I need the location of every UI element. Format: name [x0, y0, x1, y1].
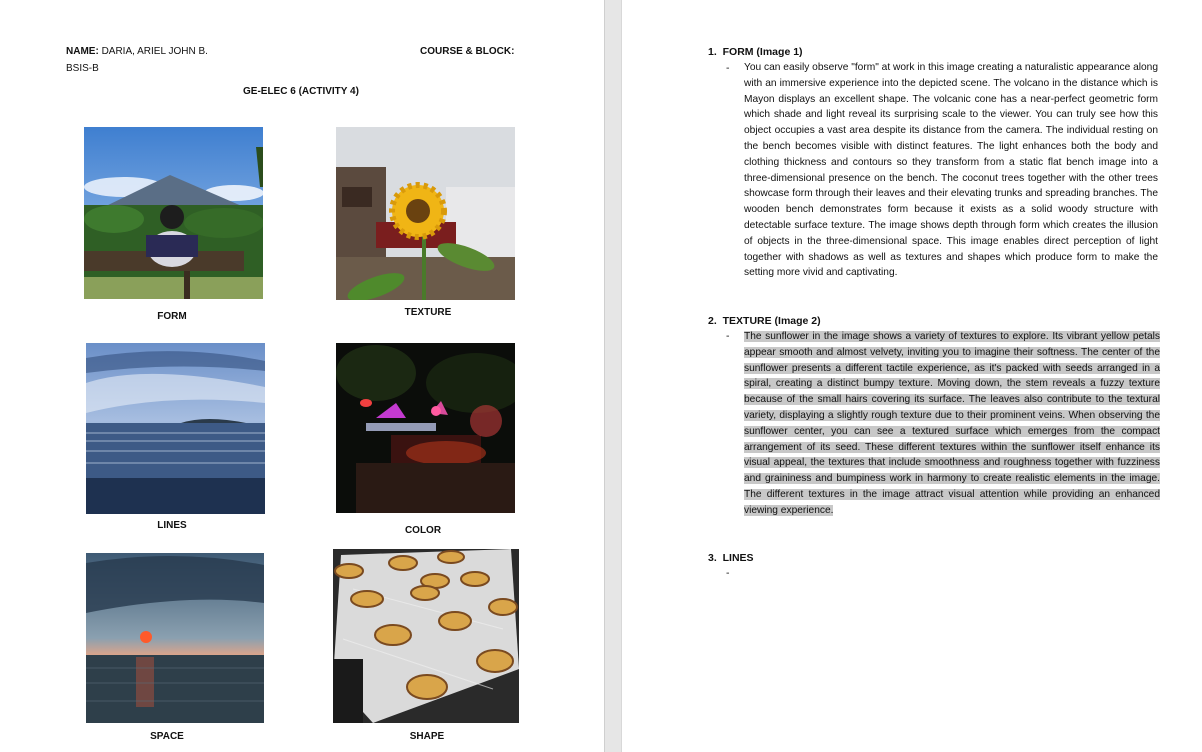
name-label: NAME:	[66, 46, 99, 57]
caption-form: FORM	[157, 311, 187, 322]
section-2-number: 2.	[708, 315, 717, 327]
section-1-number: 1.	[708, 46, 717, 58]
document-page-right	[622, 0, 1202, 752]
section-3-number: 3.	[708, 552, 717, 564]
image-texture-sunflower	[336, 127, 515, 300]
section-1-paragraph: You can easily observe "form" at work in this image creating a naturalistic appearance along with an immersive experience into the depicted scene. The volcano in the distance which is Mayon displays an excellent shape. The volcanic cone has a near-perfect geometric form which shade and light reveal its surprising scale to the viewer. You can truly see how this object occupies a vast area despite its distance from the camera. The individual resting on the bench becomes visible with distinct features. The light enhances both the body and clothing thickness and contours so they transform from a static flat bench image into a three-dimensional presence on the bench. The coconut trees together with the other trees showcase form through their leaves and their elevating trunks and spreading branches. The wooden bench demonstrates form because it exists as a solid woody structure with detectable surface texture. The image shows depth through form which creates the illusion of objects in the three-dimensional space. This image enables direct perception of light together with shadows as well as textures and shapes which produce form to make the setting more vivid and captivating.	[744, 62, 1159, 279]
caption-shape: SHAPE	[409, 731, 445, 742]
image-shape-cookies	[333, 549, 519, 723]
section-2-title	[708, 315, 821, 327]
section-2-paragraph-selected[interactable]	[744, 329, 1160, 519]
name-value: DARIA, ARIEL JOHN B.	[101, 46, 208, 57]
section-2-paragraph[interactable]: The sunflower in the image shows a variety of textures to explore. Its vibrant yellow petals appear smooth and almost velvety, inviting you to imagine their softness. The center of the sunflower presents a different tactile experience, as it's packed with seeds arranged in a spiral, creating a distinct bumpy texture. Moving down, the stem reveals a fuzzy texture because of the small hairs covering its surface. The leaves also contribute to the textural variety, displaying a slightly rough texture due to their prominent veins. When observing the sunflower center, you can see a textured surface which emerges from the compact arrangement of its seed. These different textures within the sunflower itself enhance its visual appeal, the textures that include smoothness and roughness together with fuzziness and graininess and bumpiness work in harmony to create realistic elements in the image. The different textures in the image attract visual attention while providing an enhanced viewing experience.	[744, 331, 1160, 516]
section-3-bullet: -	[726, 567, 730, 579]
section-1-bullet: -	[726, 62, 730, 74]
caption-space: SPACE	[150, 731, 184, 742]
section-2-bullet: -	[726, 330, 730, 342]
section-1-heading: FORM (Image 1)	[722, 46, 803, 58]
program-text: BSIS-B	[66, 63, 99, 74]
course-block-label: COURSE & BLOCK:	[420, 46, 515, 57]
name-line	[66, 46, 208, 57]
image-lines-seascape	[86, 343, 265, 514]
section-2-heading: TEXTURE (Image 2)	[722, 315, 821, 327]
page-gutter	[604, 0, 622, 752]
section-1-title	[708, 46, 803, 58]
section-3-heading: LINES	[722, 552, 754, 564]
image-form-volcano	[84, 127, 263, 299]
section-3-title	[708, 552, 754, 564]
caption-lines: LINES	[157, 520, 187, 531]
caption-color: COLOR	[404, 525, 442, 536]
activity-title: GE-ELEC 6 (ACTIVITY 4)	[243, 86, 359, 97]
image-space-sunset	[86, 553, 264, 723]
image-color-night	[336, 343, 515, 513]
caption-texture: TEXTURE	[404, 307, 452, 318]
